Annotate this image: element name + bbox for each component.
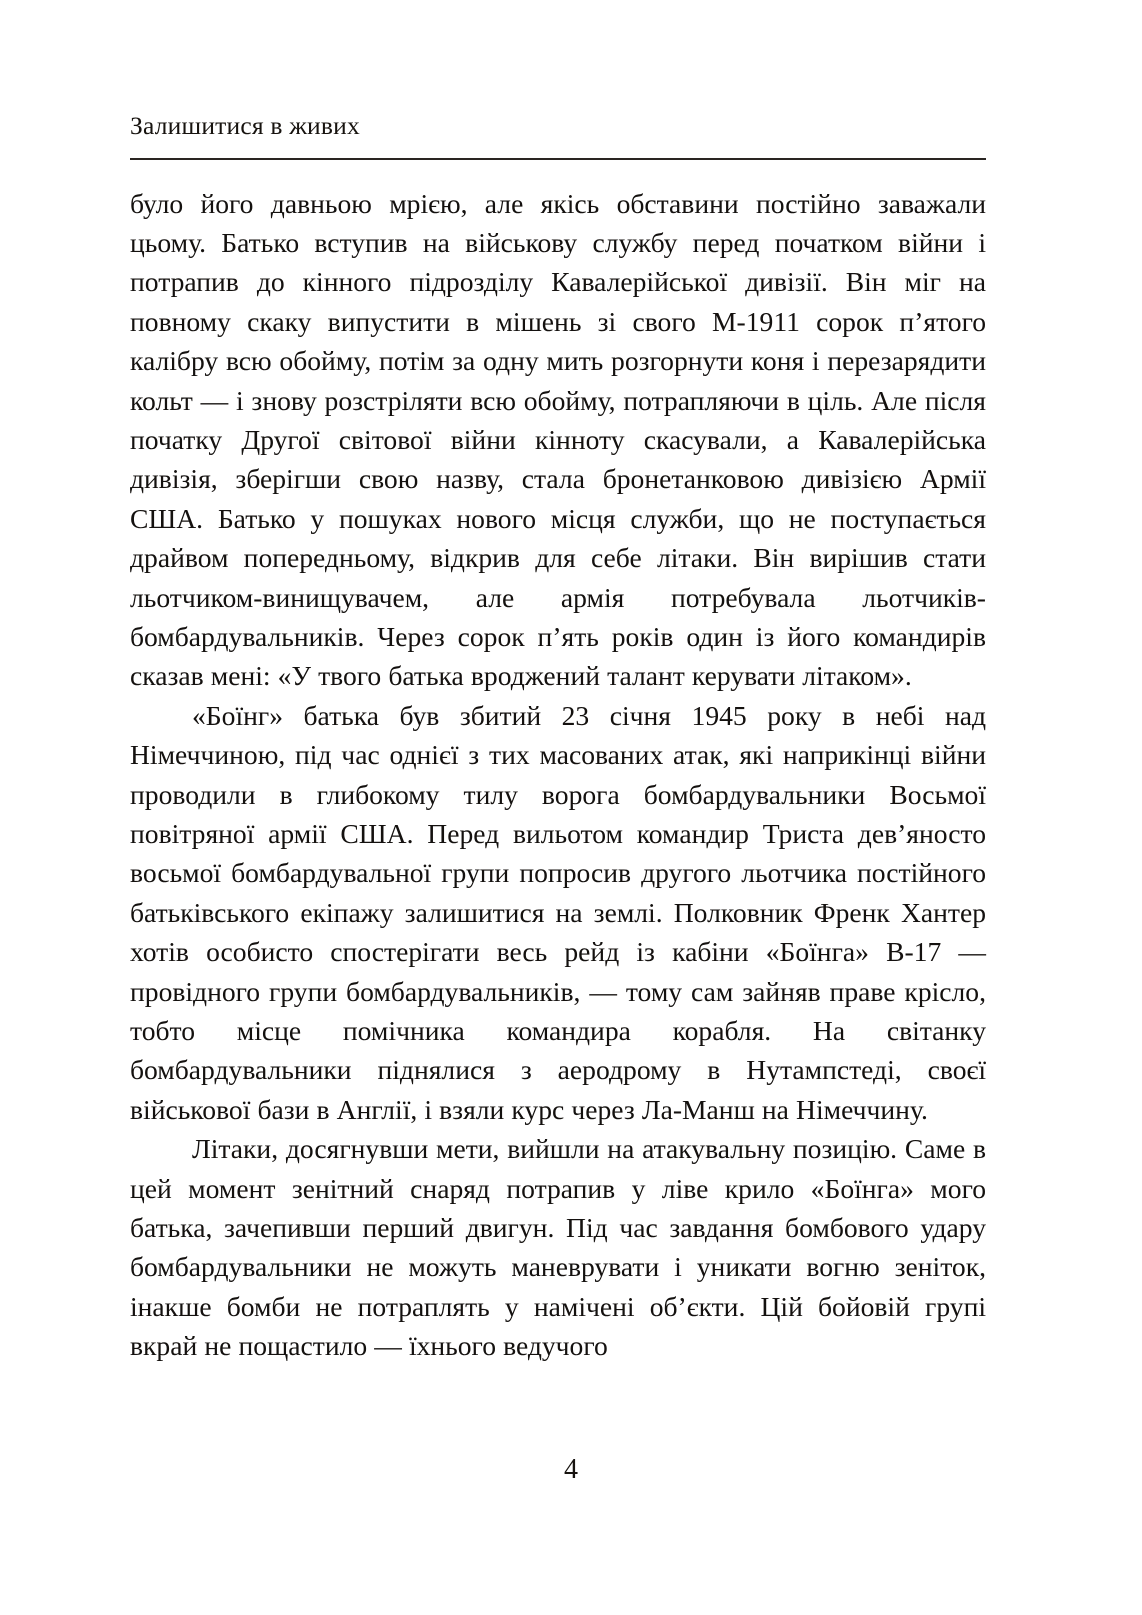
page-content-area — [130, 0, 986, 1366]
header-divider-rule — [130, 158, 986, 160]
paragraph: «Боїнг» батька був збитий 23 січня 1945 року в небі над Німеччиною, під час однієї з тих масованих атак, які наприкінці війни проводили в глибокому тилу ворога бомбардувальники Восьмої повітряної армії США. Перед вильотом командир Триста дев’яносто восьмої бомбардувальної групи попросив другого льотчика постійного батьківського екіпажу залишитися на землі. Полковник Френк Хантер хотів особисто спостерігати весь рейд із кабіни «Боїнга» В-17 — провідного групи бомбардувальників, — тому сам зайняв праве крісло, тобто місце помічника командира корабля. На світанку бомбардувальники піднялися з аеродрому в Нутампстеді, своєї військової бази в Англії, і взяли курс через Ла-Манш на Німеччину. — [130, 699, 986, 1125]
running-header-title: Залишитися в живих — [130, 111, 360, 140]
paragraph: Літаки, досягнувши мети, вийшли на атакувальну позицію. Саме в цей момент зенітний снаряд потрапив у ліве крило «Боїнга» мого батька, зачепивши перший двигун. Під час завдання бомбового удару бомбардувальники не можуть маневрувати і уникати вогню зеніток, інакше бомби не потраплять у намічені об’єкти. Цій бойовій групі вкрай не пощастило — їхнього ведучого — [130, 1133, 986, 1362]
page-number-folio: 4 — [564, 1454, 578, 1485]
body-text-block — [130, 184, 986, 1366]
paragraph: було його давньою мрією, але якісь обставини постійно заважали цьому. Батько вступив на військову службу перед початком війни і потрапив до кінного підрозділу Кавалерійської дивізії. Він міг на повному скаку випустити в мішень зі свого М-1911 сорок п’ятого калібру всю обойму, потім за одну мить розгорнути коня і перезарядити кольт — і знову розстріляти всю обойму, потрапляючи в ціль. Але після початку Другої світової війни кінноту скасували, а Кавалерійська дивізія, зберігши свою назву, стала бронетанковою дивізією Армії США. Батько у пошуках нового місця служби, що не поступається драйвом попередньому, відкрив для себе літаки. Він вирішив стати льотчиком-винищувачем, але армія потребувала льотчиків-бомбардувальників. Через сорок п’ять років один із його командирів сказав мені: «У твого батька вроджений талант керувати літаком». — [130, 187, 986, 692]
